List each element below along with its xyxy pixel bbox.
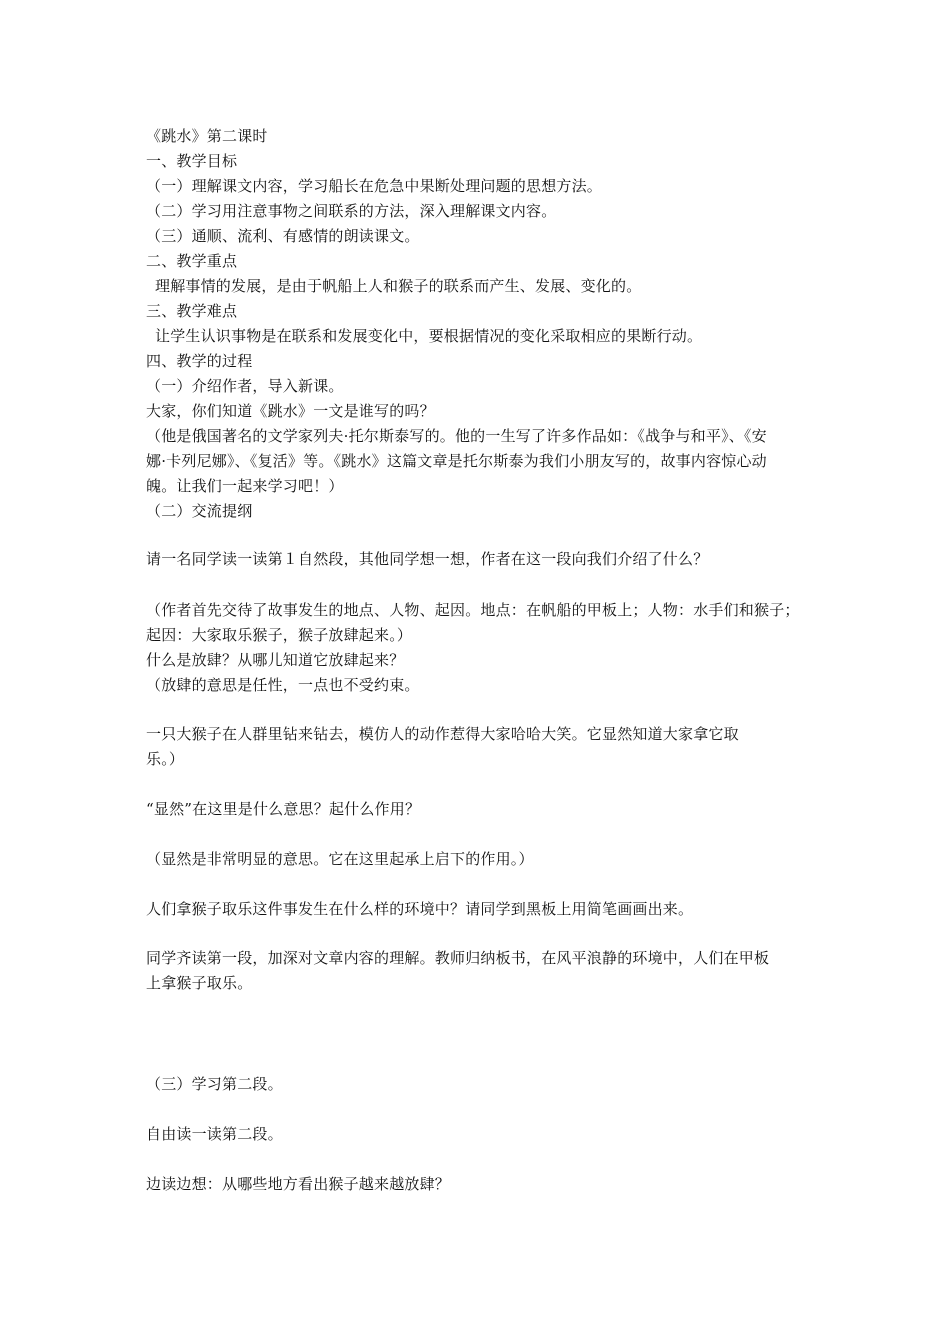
section-heading-goals: 一、教学目标 [146, 152, 238, 170]
answer-4: （显然是非常明显的意思。它在这里起承上启下的作用。） [146, 850, 534, 868]
difficulty-text: 让学生认识事物是在联系和发展变化中，要根据情况的变化采取相应的果断行动。 [155, 327, 703, 345]
key-point-text: 理解事情的发展，是由于帆船上人和猴子的联系而产生、发展、变化的。 [155, 277, 642, 295]
goal-item-1: （一）理解课文内容，学习船长在危急中果断处理问题的思想方法。 [146, 177, 603, 195]
goal-item-2: （二）学习用注意事物之间联系的方法，深入理解课文内容。 [146, 202, 557, 220]
paragraph-7: 自由读一读第二段。 [146, 1125, 283, 1143]
section-heading-difficulty: 三、教学难点 [146, 302, 238, 320]
goal-item-3: （三）通顺、流利、有感情的朗读课文。 [146, 227, 420, 245]
question-1: 大家，你们知道《跳水》一文是谁写的吗？ [146, 402, 435, 420]
answer-1-line-3: 魄。让我们一起来学习吧！） [146, 477, 344, 495]
answer-3-line-1: （放肆的意思是任性，一点也不受约束。 [146, 676, 420, 694]
answer-2-line-2: 起因：大家取乐猴子，猴子放肆起来。） [146, 626, 413, 644]
question-2: 请一名同学读一读第１自然段，其他同学想一想，作者在这一段向我们介绍了什么？ [146, 550, 709, 568]
answer-2-line-1: （作者首先交待了故事发生的地点、人物、起因。地点：在帆船的甲板上；人物：水手们和猴子； [146, 601, 800, 619]
paragraph-6-line-2: 上拿猴子取乐。 [146, 974, 253, 992]
question-4: “显然”在这里是什么意思？起什么作用？ [146, 800, 421, 818]
section-heading-key-point: 二、教学重点 [146, 252, 238, 270]
paragraph-8: 边读边想：从哪些地方看出猴子越来越放肆？ [146, 1175, 451, 1193]
document-title: 《跳水》第二课时 [146, 127, 268, 145]
step-heading-2: （二）交流提纲 [146, 502, 253, 520]
section-heading-process: 四、教学的过程 [146, 352, 253, 370]
answer-1-line-2: 娜·卡列尼娜》、《复活》等。《跳水》这篇文章是托尔斯泰为我们小朋友写的，故事内容惊心动 [146, 452, 767, 470]
paragraph-6-line-1: 同学齐读第一段，加深对文章内容的理解。教师归纳板书，在风平浪静的环境中，人们在甲板 [146, 949, 770, 967]
answer-1-line-1: （他是俄国著名的文学家列夫·托尔斯泰写的。他的一生写了许多作品如：《战争与和平》、《安 [146, 427, 767, 445]
step-heading-1: （一）介绍作者，导入新课。 [146, 377, 344, 395]
question-3: 什么是放肆？从哪儿知道它放肆起来？ [146, 651, 405, 669]
answer-3-line-2: 一只大猴子在人群里钻来钻去，模仿人的动作惹得大家哈哈大笑。它显然知道大家拿它取 [146, 725, 739, 743]
step-heading-3: （三）学习第二段。 [146, 1075, 283, 1093]
answer-3-line-3: 乐。） [146, 750, 185, 768]
question-5: 人们拿猴子取乐这件事发生在什么样的环境中？请同学到黑板上用简笔画画出来。 [146, 900, 694, 918]
